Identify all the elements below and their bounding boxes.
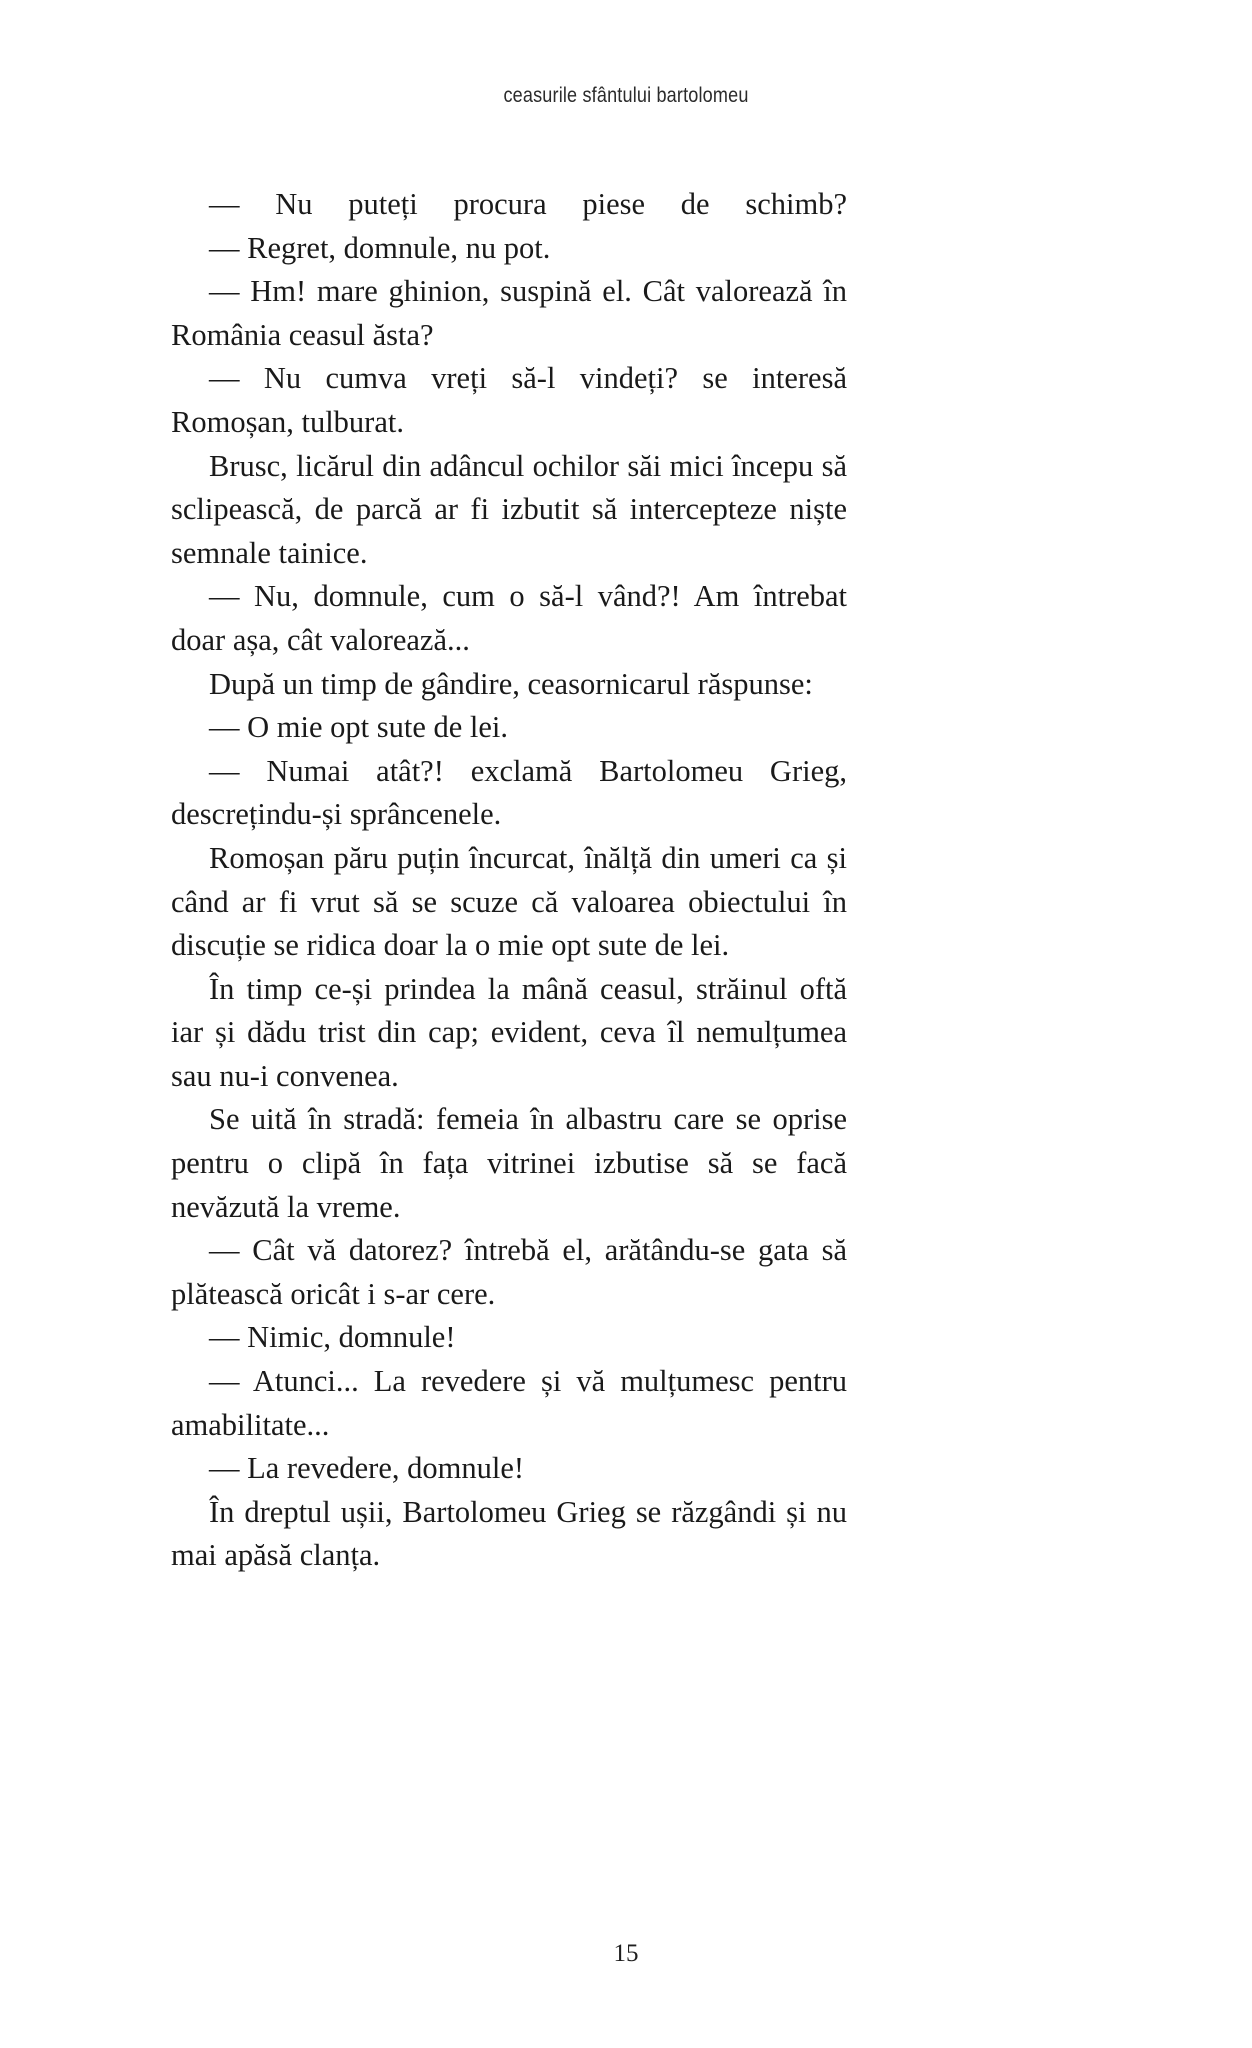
paragraph-dialogue: — Nimic, domnule! (209, 1320, 456, 1355)
running-header: ceasurile sfântului bartolomeu (503, 84, 749, 107)
paragraph-dialogue: — Nu cumva vreți să-l vindeți? se interesă Romoșan, tulburat. (171, 361, 847, 439)
paragraph-dialogue: — Nu puteți procura piese de schimb? (209, 187, 847, 221)
paragraph-narrative: Romoșan păru puțin încurcat, înălță din umeri ca și când ar fi vrut să se scuze că valoarea obiectului în discuție se ridica doar la o mie opt sute de lei. (171, 840, 847, 963)
paragraph-narrative: Se uită în stradă: femeia în albastru care se oprise pentru o clipă în fața vitrinei izbutise să se facă nevăzută la vreme. (171, 1102, 847, 1224)
paragraph-dialogue: — Nu, domnule, cum o să-l vând?! Am întrebat doar așa, cât valorează... (171, 579, 847, 657)
paragraph-dialogue: — Hm! mare ghinion, suspină el. Cât valorează în România ceasul ăsta? (171, 274, 847, 352)
paragraph-narrative: În dreptul ușii, Bartolomeu Grieg se răzgândi și nu mai apăsă clanța. (171, 1494, 847, 1573)
paragraph-dialogue: — La revedere, domnule! (209, 1451, 525, 1486)
paragraph-dialogue: — Regret, domnule, nu pot. (209, 230, 551, 265)
paragraph-dialogue: — O mie opt sute de lei. (209, 710, 509, 745)
body-text-block (171, 183, 847, 1578)
paragraph-dialogue: — Atunci... La revedere și vă mulțumesc pentru amabilitate... (171, 1364, 847, 1442)
paragraph-dialogue: — Cât vă datorez? întrebă el, arătându-se gata să plătească oricât i s-ar cere. (171, 1233, 847, 1311)
paragraph-narrative: După un timp de gândire, ceasornicarul răspunse: (209, 666, 813, 701)
paragraph-narrative: Brusc, licărul din adâncul ochilor săi mici începu să sclipească, de parcă ar fi izbutit să intercepteze niște semnale tainice. (171, 448, 847, 570)
paragraph-dialogue: — Numai atât?! exclamă Bartolomeu Grieg, descrețindu-și sprâncenele. (171, 753, 847, 832)
page-number: 15 (613, 1940, 639, 1967)
paragraph-narrative: În timp ce-și prindea la mână ceasul, străinul oftă iar și dădu trist din cap; evident, ceva îl nemulțumea sau nu-i convenea. (171, 971, 847, 1093)
